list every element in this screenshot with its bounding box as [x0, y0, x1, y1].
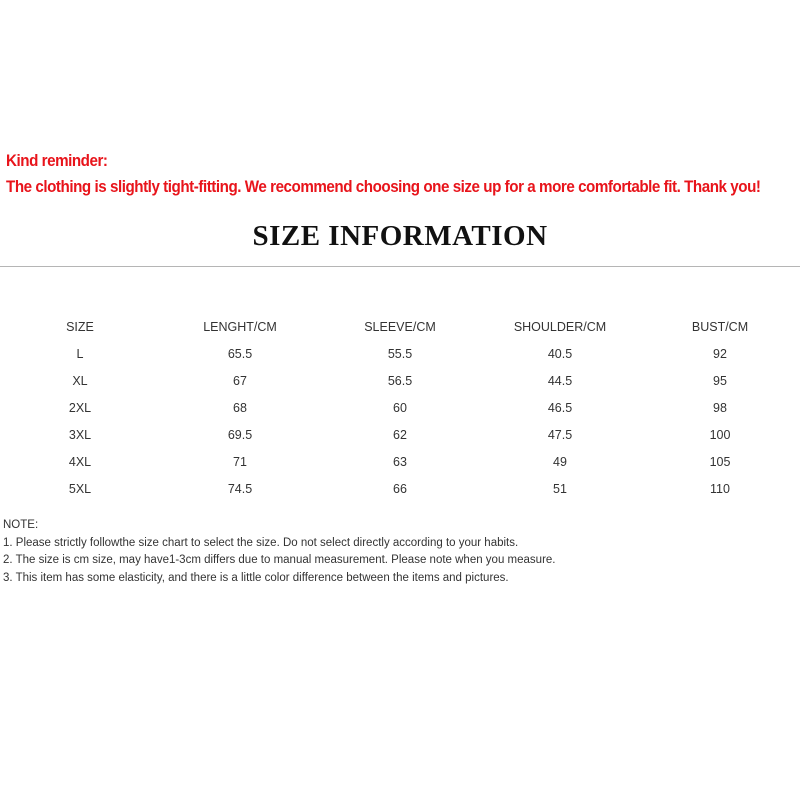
table-row [0, 340, 800, 367]
page-title: SIZE INFORMATION [252, 220, 548, 252]
cell-size: L [76, 346, 84, 361]
reminder-message: The clothing is slightly tight-fitting. We recommend choosing one size up for a more comfortable fit. Thank you! [6, 178, 761, 196]
cell-bust: 105 [709, 454, 731, 469]
table-row [0, 421, 800, 448]
cell-sleeve: 55.5 [387, 346, 413, 361]
table-row [0, 367, 800, 394]
cell-size: 4XL [68, 454, 92, 469]
divider [0, 266, 800, 267]
cell-sleeve: 60 [393, 400, 407, 415]
note-item: 2. The size is cm size, may have1-3cm differs due to manual measurement. Please note when you measure. [3, 554, 556, 566]
cell-bust: 98 [713, 400, 727, 415]
header-bust: BUST/CM [691, 319, 749, 334]
cell-shoulder: 49 [553, 454, 567, 469]
cell-shoulder: 40.5 [547, 346, 573, 361]
cell-shoulder: 46.5 [547, 400, 573, 415]
cell-length: 68 [233, 400, 247, 415]
cell-shoulder: 44.5 [547, 373, 573, 388]
header-size: SIZE [66, 319, 94, 334]
table-header-row [0, 313, 800, 340]
cell-length: 74.5 [227, 481, 253, 496]
cell-bust: 92 [713, 346, 727, 361]
header-length: LENGHT/CM [203, 319, 277, 334]
cell-size: 5XL [68, 481, 92, 496]
header-shoulder: SHOULDER/CM [513, 319, 607, 334]
note-item: 3. This item has some elasticity, and there is a little color difference between the items and pictures. [3, 571, 509, 584]
table-row [0, 448, 800, 475]
cell-sleeve: 63 [393, 454, 407, 469]
size-table [0, 313, 800, 502]
cell-sleeve: 66 [393, 481, 407, 496]
reminder-heading: Kind reminder: [6, 152, 108, 170]
cell-bust: 95 [713, 373, 727, 388]
cell-size: XL [72, 373, 88, 388]
note-item: 1. Please strictly followthe size chart to select the size. Do not select directly according to your habits. [3, 536, 519, 549]
kind-reminder [6, 148, 800, 200]
notes-section [3, 517, 800, 587]
cell-shoulder: 47.5 [547, 427, 573, 442]
cell-bust: 100 [709, 427, 731, 442]
notes-heading: NOTE: [3, 519, 39, 531]
cell-length: 71 [233, 454, 247, 469]
cell-length: 65.5 [227, 346, 253, 361]
header-sleeve: SLEEVE/CM [364, 319, 436, 334]
table-row [0, 394, 800, 421]
cell-length: 69.5 [227, 427, 253, 442]
cell-sleeve: 62 [393, 427, 407, 442]
table-row [0, 475, 800, 502]
cell-length: 67 [233, 373, 247, 388]
cell-size: 2XL [68, 400, 92, 415]
cell-shoulder: 51 [553, 481, 567, 496]
cell-size: 3XL [68, 427, 92, 442]
cell-bust: 110 [710, 481, 730, 496]
cell-sleeve: 56.5 [387, 373, 413, 388]
